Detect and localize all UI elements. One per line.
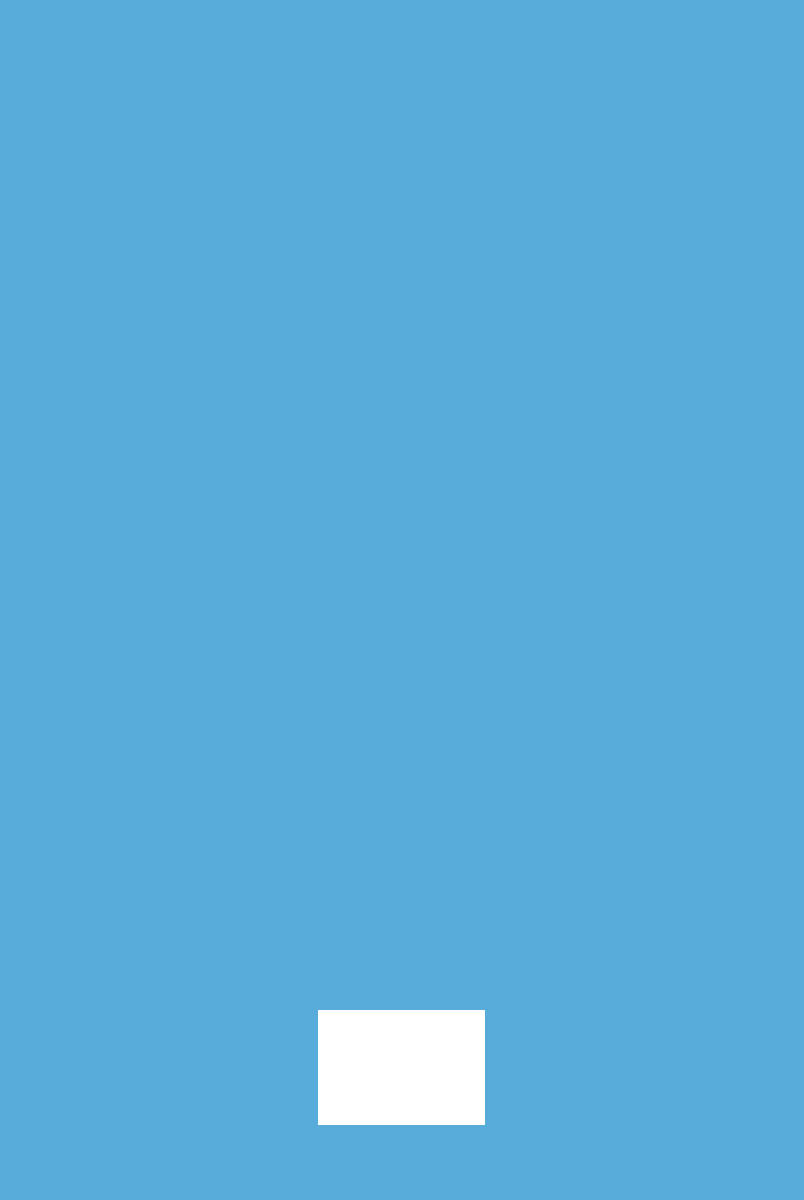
- barcode-bars: [318, 1010, 485, 1125]
- barcode-label: [318, 1010, 485, 1125]
